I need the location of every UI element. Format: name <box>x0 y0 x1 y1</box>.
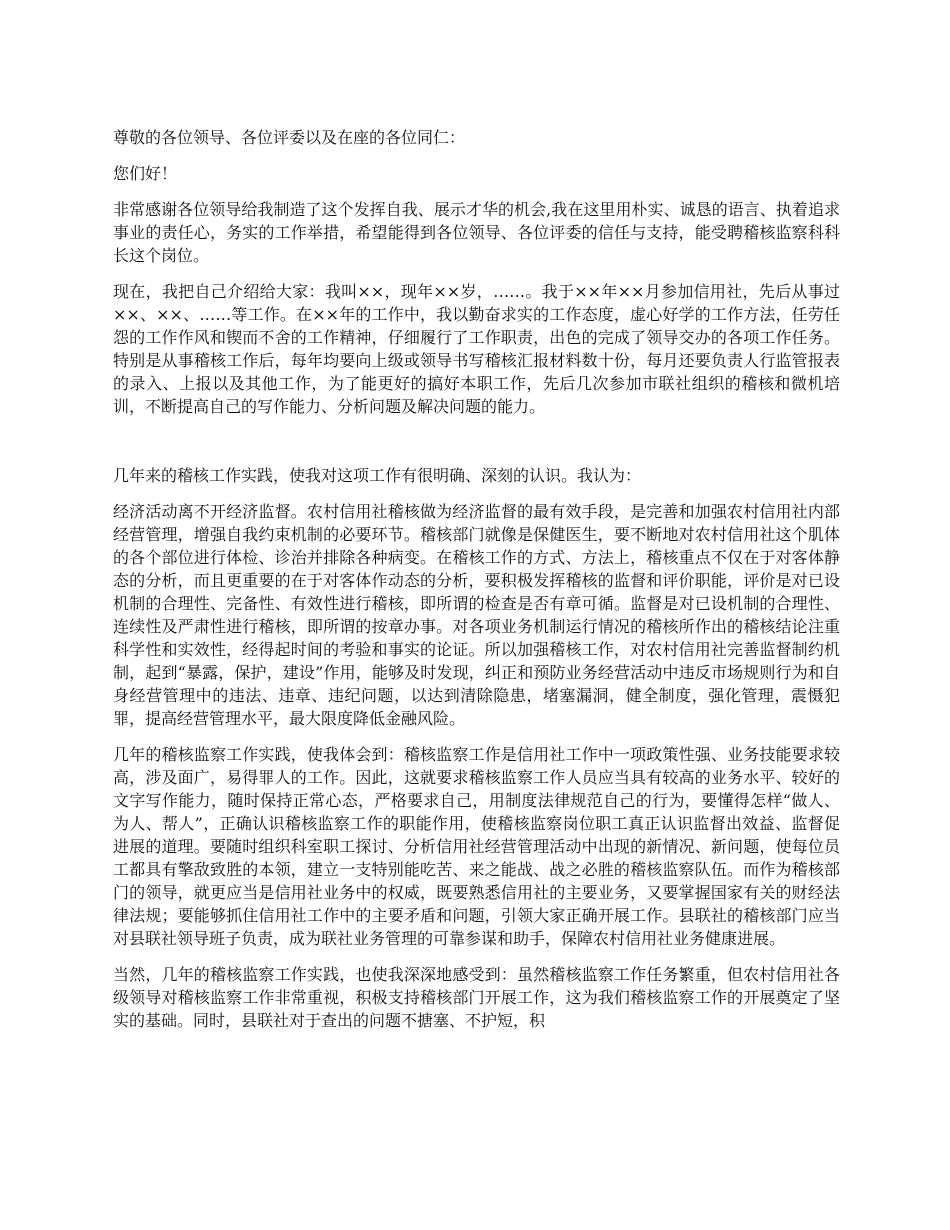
paragraph-leadership-support: 当然，几年的稽核监察工作实践，也使我深深地感受到：虽然稽核监察工作任务繁重，但农村信用社各级领导对稽核监察工作非常重视，积极支持稽核部门开展工作，这为我们稽核监察工作的开展奠定了坚实的基础。同时，县联社对于查出的问题不搪塞、不护短，积 <box>113 965 840 1030</box>
document-body <box>113 126 840 1045</box>
paragraph-gratitude: 非常感谢各位领导给我制造了这个发挥自我、展示才华的机会,我在这里用朴实、诚恳的语言、执着追求事业的责任心，务实的工作举措，希望能得到各位领导、各位评委的信任与支持，能受聘稽核监察科科长这个岗位。 <box>113 200 840 265</box>
greeting: 您们好！ <box>113 164 178 183</box>
paragraph-work-experience: 几年的稽核监察工作实践，使我体会到：稽核监察工作是信用社工作中一项政策性强、业务技能要求较高，涉及面广，易得罪人的工作。因此，这就要求稽核监察工作人员应当具有较高的业务水平、较好的文字写作能力，随时保持正常心态，严格要求自己，用制度法律规范自己的行为，要懂得怎样“做人、为人、帮人”，正确认识稽核监察工作的职能作用，使稽核监察岗位职工真正认识监督出效益、监督促进展的道理。要随时组织科室职工探讨、分析信用社经营管理活动中出现的新情况、新问题，使每位员工都具有擎敌致胜的本领，建立一支特别能吃苦、来之能战、战之必胜的稽核监察队伍。而作为稽核部门的领导，就更应当是信用社业务中的权威，既要熟悉信用社的主要业务，又要掌握国家有关的财经法律法规；要能够抓住信用社工作中的主要矛盾和问题，引领大家正确开展工作。县联社的稽核部门应当对县联社领导班子负责，成为联社业务管理的可靠参谋和助手，保障农村信用社业务健康进展。 <box>113 745 840 948</box>
paragraph-self-introduction: 现在，我把自己介绍给大家：我叫××，现年××岁，……。我于××年××月参加信用社，先后从事过××、××、……等工作。在××年的工作中，我以勤奋求实的工作态度，虚心好学的工作方法，任劳任怨的工作作风和锲而不舍的工作精神，仔细履行了工作职责，出色的完成了领导交办的各项工作任务。特别是从事稽核工作后，每年均要向上级或领导书写稽核汇报材料数十份，每月还要负责人行监管报表的录入、上报以及其他工作，为了能更好的搞好本职工作，先后几次参加市联社组织的稽核和微机培训，不断提高自己的写作能力、分析问题及解决问题的能力。 <box>113 282 840 416</box>
paragraph-economic-supervision: 经济活动离不开经济监督。农村信用社稽核做为经济监督的最有效手段，是完善和加强农村信用社内部经营管理，增强自我约束机制的必要环节。稽核部门就像是保健医生，要不断地对农村信用社这个肌体的各个部位进行体检、诊治并排除各种病变。在稽核工作的方式、方法上，稽核重点不仅在于对客体静态的分析，而且更重要的在于对客体作动态的分析，要积极发挥稽核的监督和评价职能，评价是对已设机制的合理性、完备性、有效性进行稽核，即所谓的检查是否有章可循。监督是对已设机制的合理性、连续性及严肃性进行稽核，即所谓的按章办事。对各项业务机制运行情况的稽核所作出的稽核结论注重科学性和实效性，经得起时间的考验和事实的论证。所以加强稽核工作，对农村信用社完善监督制约机制，起到“暴露，保护，建设”作用，能够及时发现，纠正和预防业务经营活动中违反市场规则行为和自身经营管理中的违法、违章、违纪问题，以达到清除隐患，堵塞漏洞，健全制度，强化管理，震慑犯罪，提高经营管理水平，最大限度降低金融风险。 <box>113 502 840 728</box>
salutation: 尊敬的各位领导、各位评委以及在座的各位同仁： <box>113 128 466 147</box>
paragraph-understanding-intro: 几年来的稽核工作实践，使我对这项工作有很明确、深刻的认识。我认为： <box>113 466 642 485</box>
section-spacer <box>113 431 840 464</box>
